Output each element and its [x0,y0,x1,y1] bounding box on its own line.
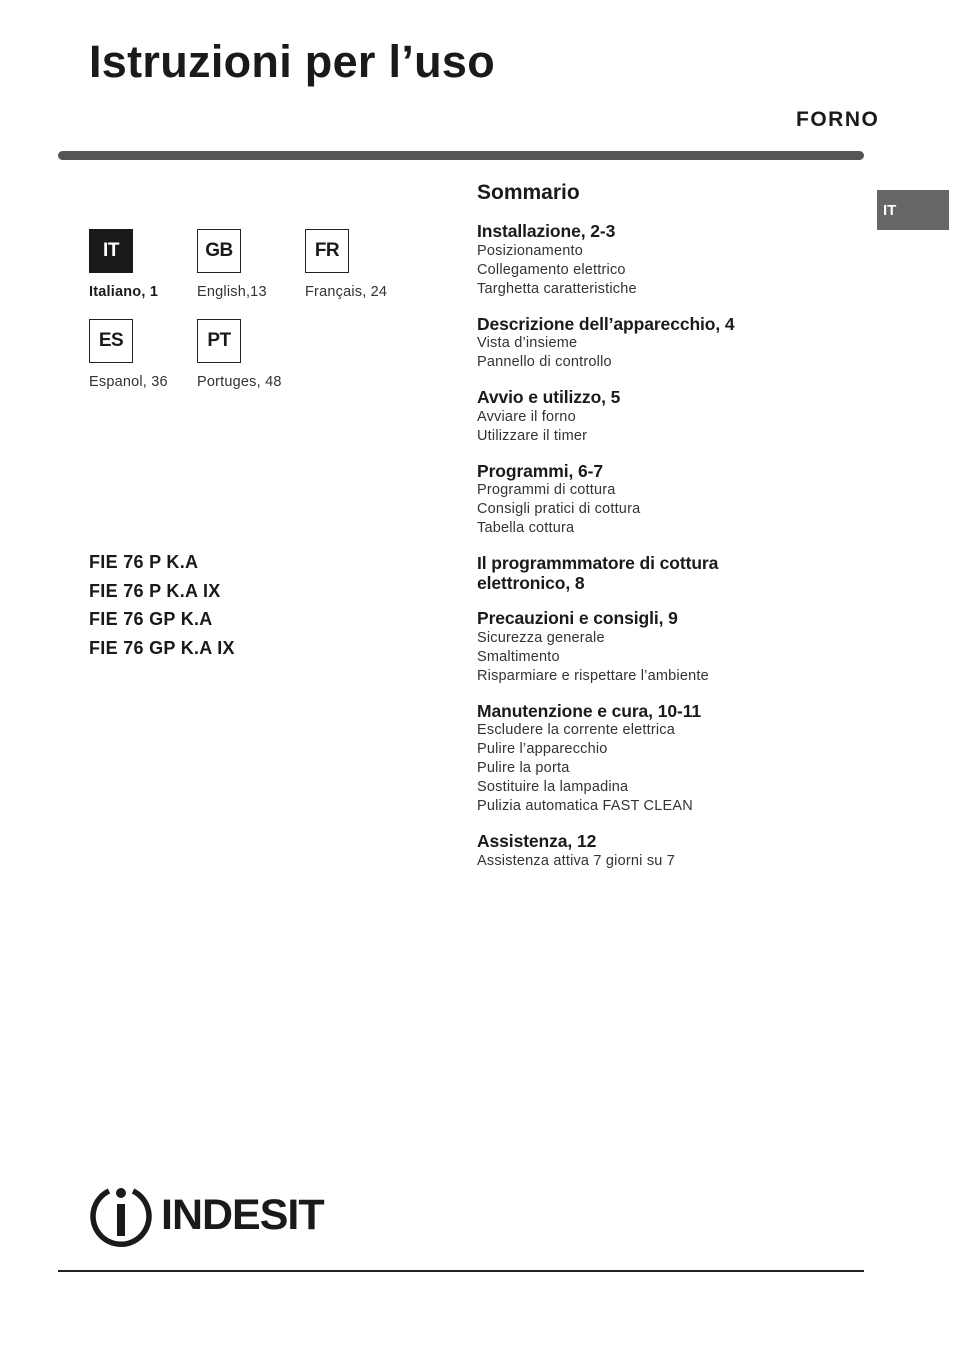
toc-section-programmi [477,462,857,539]
toc-item: Vista d’insieme [477,335,578,351]
model-list [89,552,235,667]
toc-section-programmatore [477,554,857,593]
toc-item: Tabella cottura [477,520,575,536]
lang-box-fr[interactable] [305,229,349,273]
lang-label-es: Espanol, 36 [89,374,168,390]
toc-item: Escludere la corrente elettrica [477,722,676,738]
toc-section-title: Descrizione dell’apparecchio, 4 [477,313,735,334]
toc-heading: Sommario [477,181,580,204]
toc-section-title: Avvio e utilizzo, 5 [477,387,621,407]
lang-box-gb[interactable] [197,229,241,273]
model-item: FIE 76 GP K.A [89,609,213,630]
toc-item: Pulire la porta [477,760,570,776]
toc-item: Sostituire la lampadina [477,779,629,795]
lang-code-it: IT [89,229,133,273]
lang-label-gb: English,13 [197,284,267,300]
toc-section-manutenzione [477,702,857,817]
toc-item: Pulire l’apparecchio [477,741,608,757]
lang-code-pt: PT [197,319,241,363]
toc-item: Consigli pratici di cottura [477,501,641,517]
lang-code-es: ES [89,319,133,363]
document-title: Istruzioni per l’uso [89,36,496,87]
toc-section-title: Precauzioni e consigli, 9 [477,608,678,628]
toc-section-installazione [477,222,857,299]
model-item: FIE 76 GP K.A IX [89,638,235,659]
toc-section-title: Manutenzione e cura, 10-11 [477,700,702,721]
lang-code-gb: GB [197,229,241,273]
toc-section-title: Il programmmatore di cottura elettronico, 8 [477,553,719,593]
lang-box-pt[interactable] [197,319,241,363]
language-side-tab: IT [877,190,949,230]
bottom-divider [58,1270,864,1272]
lang-label-pt: Portuges, 48 [197,374,282,390]
toc-item: Assistenza attiva 7 giorni su 7 [477,852,676,869]
lang-code-fr: FR [305,229,349,273]
model-item: FIE 76 P K.A IX [89,580,221,601]
toc-section-avvio [477,388,857,446]
toc-section-descrizione [477,315,857,373]
toc-item: Risparmiare e rispettare l’ambiente [477,667,709,684]
indesit-i-logo-icon [89,1183,153,1249]
product-type: FORNO [796,108,880,131]
toc-section-title: Programmi, 6-7 [477,460,604,481]
toc-section-assistenza [477,832,857,871]
toc-item: Targhetta caratteristiche [477,280,637,297]
lang-box-es[interactable] [89,319,133,363]
toc-item: Smaltimento [477,648,560,665]
toc-item: Posizionamento [477,242,583,259]
toc-section-title: Installazione, 2-3 [477,221,616,241]
model-item: FIE 76 P K.A [89,552,199,572]
toc-item: Pannello di controllo [477,354,612,370]
toc-item: Sicurezza generale [477,629,605,646]
toc-item: Utilizzare il timer [477,427,588,444]
top-divider [58,151,864,160]
toc [477,222,857,887]
brand-name: INDESIT [161,1191,324,1239]
toc-item: Collegamento elettrico [477,261,626,278]
toc-item: Avviare il forno [477,408,576,425]
lang-box-it[interactable] [89,229,133,273]
indesit-logo [89,1183,329,1249]
lang-label-fr: Français, 24 [305,284,388,300]
toc-item: Pulizia automatica FAST CLEAN [477,798,693,814]
lang-label-it: Italiano, 1 [89,284,159,300]
toc-section-title: Assistenza, 12 [477,831,597,851]
toc-section-precauzioni [477,609,857,686]
toc-item: Programmi di cottura [477,482,616,498]
